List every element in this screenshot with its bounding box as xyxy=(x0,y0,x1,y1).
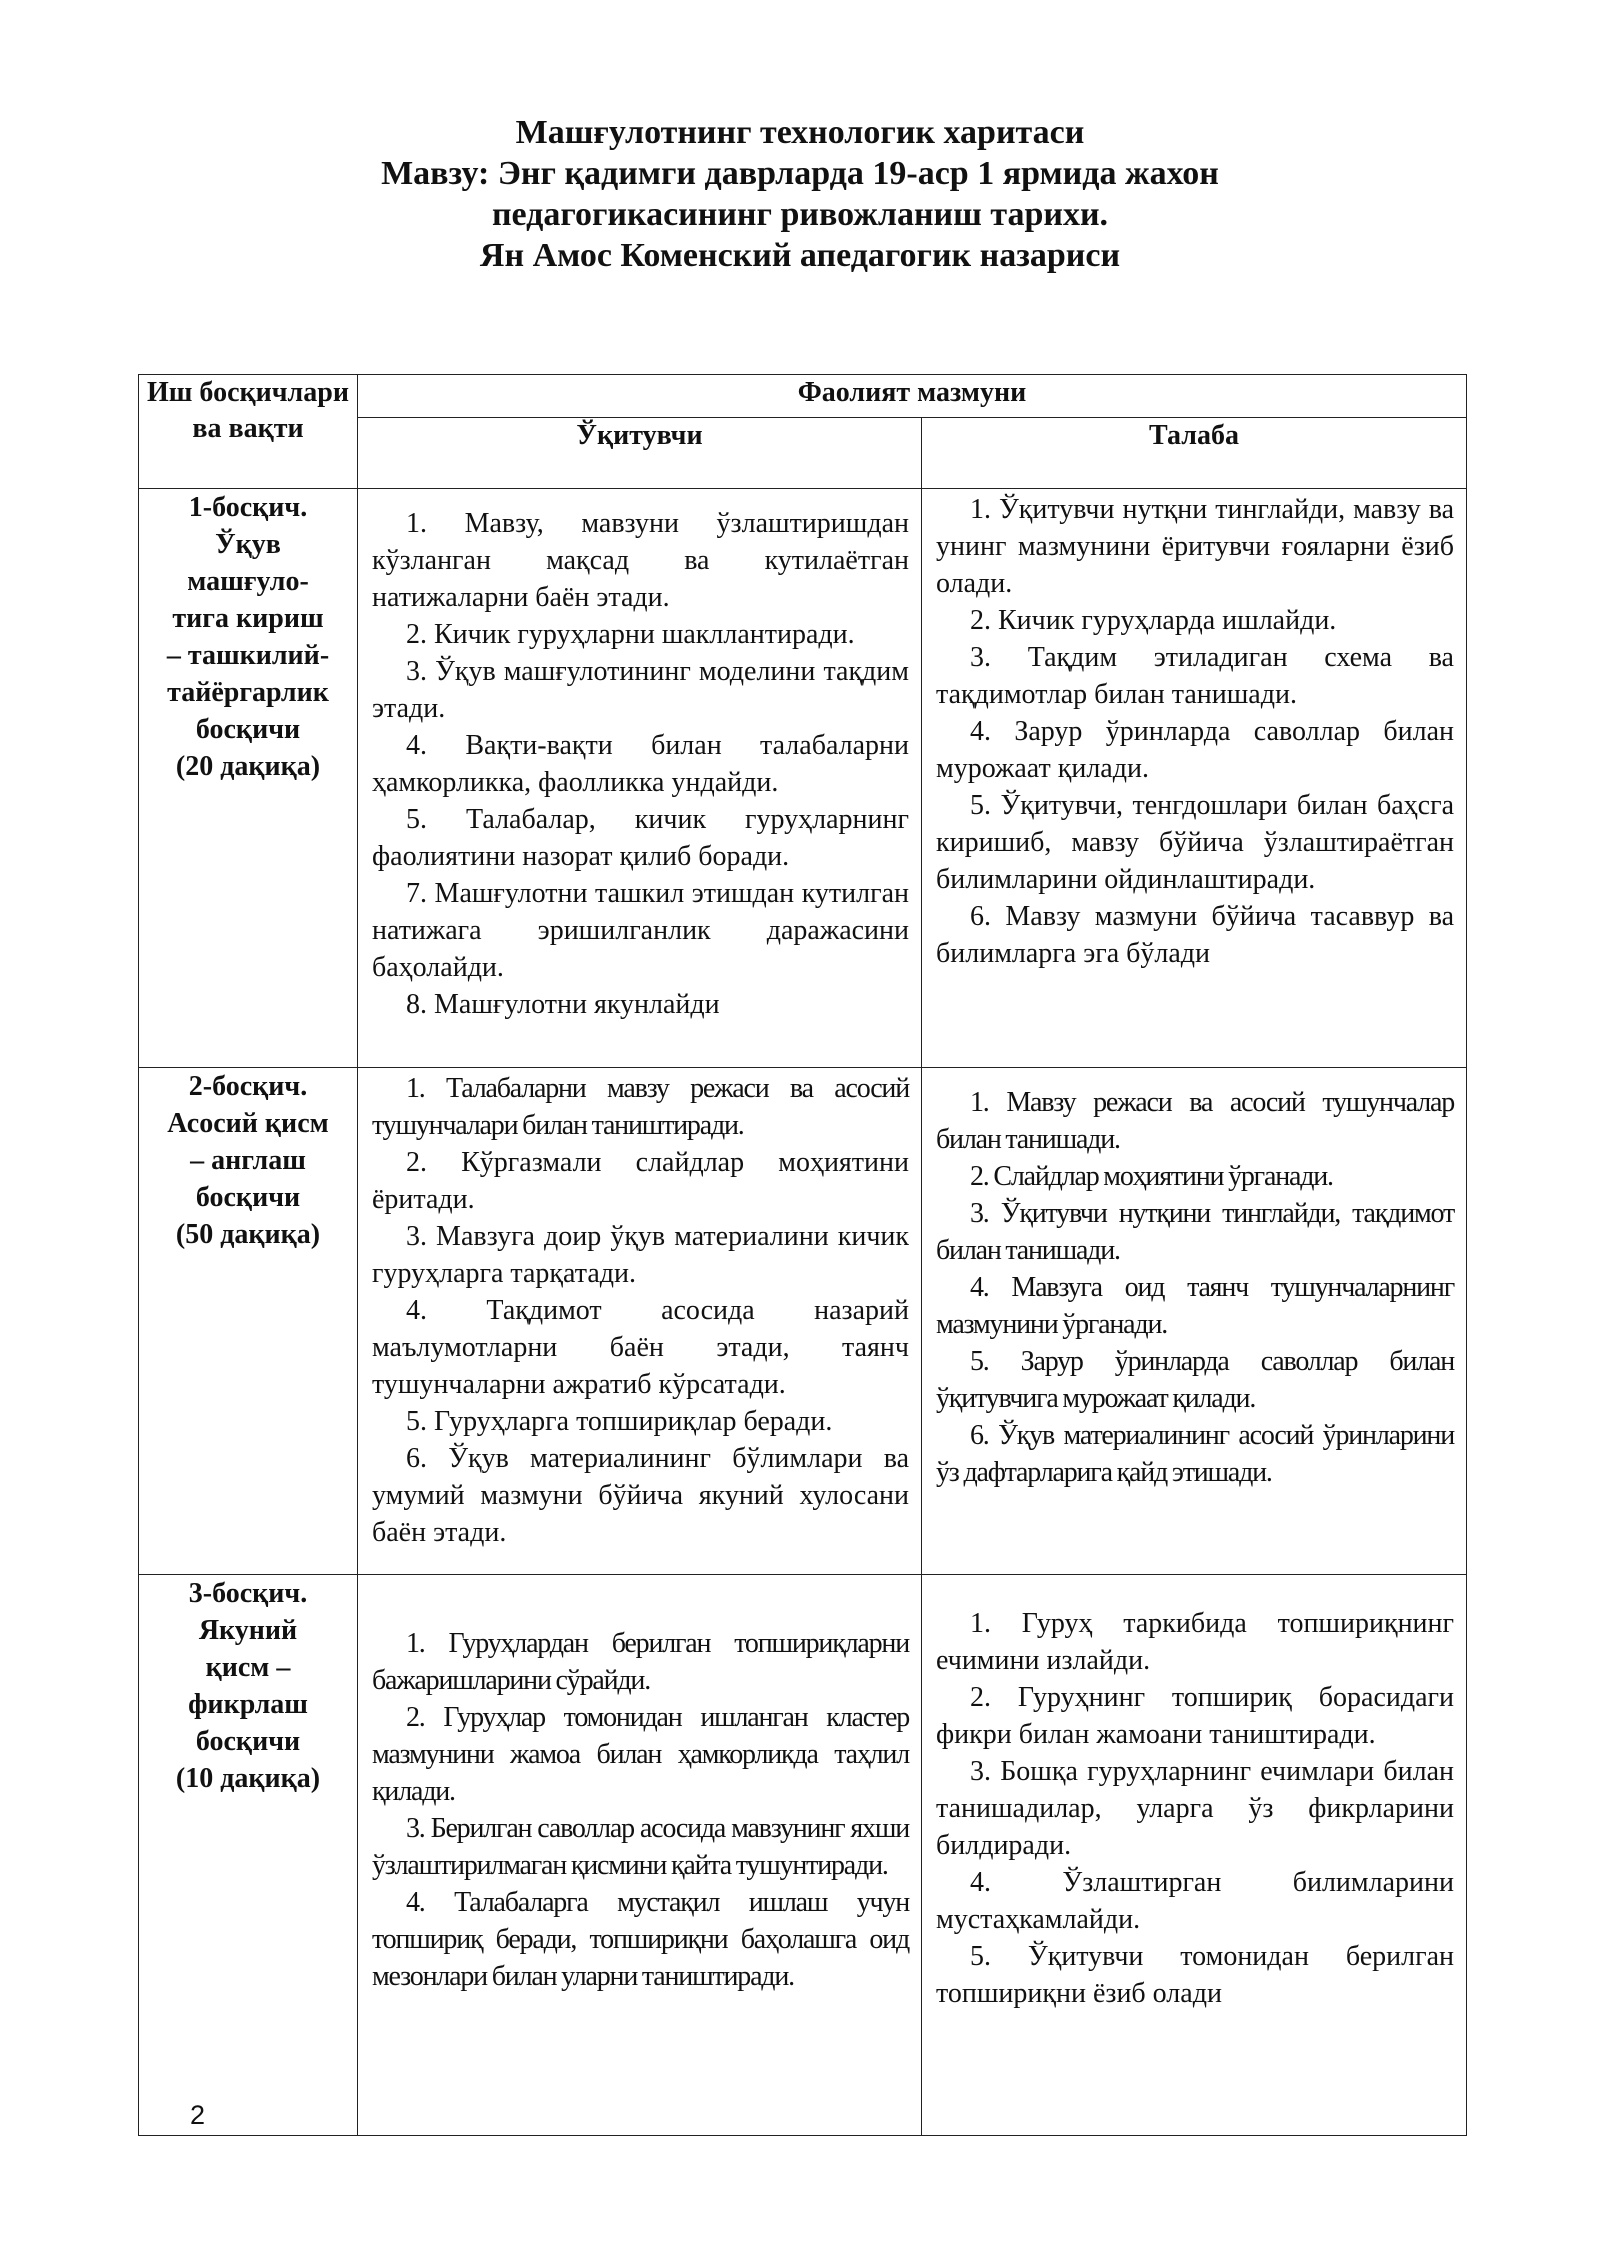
list-item: 1. Мавзу, мавзуни ўзлаштиришдан кўзланган мақсад ва кутилаётган натижаларни баён этади. xyxy=(372,508,909,613)
list-item: 3. Ўқитувчи нутқини тинглайди, тақдимот билан танишади. xyxy=(936,1198,1454,1266)
stage-cell xyxy=(139,1575,358,2136)
student-activity-cell xyxy=(922,489,1467,1068)
title-line-1: Машғулотнинг технологик харитаси xyxy=(515,114,1085,151)
table-row xyxy=(139,1575,1467,2136)
page-number: 2 xyxy=(190,2100,206,2130)
stage-line: – ташкилий- xyxy=(166,640,330,671)
teacher-column-header: Ўқитувчи xyxy=(358,418,922,489)
list-item: 3. Бошқа гуруҳларнинг ечимлари билан танишадилар, уларга ўз фикрларини билдиради. xyxy=(936,1756,1454,1861)
student-activity-cell xyxy=(922,1068,1467,1575)
list-item: 4. Талабаларга мустақил ишлаш учун топшириқ беради, топшириқни баҳолашга оид мезонлари билан уларни таништиради. xyxy=(372,1887,909,1992)
list-item: 7. Машғулотни ташкил этишдан кутилган натижага эришилганлик даражасини баҳолайди. xyxy=(372,878,909,983)
list-item: 6. Ўқув материалининг бўлимлари ва умумий мазмуни бўйича якуний хулосани баён этади. xyxy=(372,1443,909,1548)
title-line-4: Ян Амос Коменский апедагогик назариси xyxy=(479,237,1121,274)
stage-line: босқичи xyxy=(195,1182,301,1213)
list-item: 5. Ўқитувчи, тенгдошлари билан баҳсга киришиб, мавзу бўйича ўзлаштираётган билимларини ойдинлаштиради. xyxy=(936,790,1454,895)
list-item: 5. Зарур ўринларда саволлар билан ўқитувчига мурожаат қилади. xyxy=(936,1346,1454,1414)
list-item: 1. Гуруҳ таркибида топшириқнинг ечимини излайди. xyxy=(936,1608,1454,1676)
teacher-activity-cell xyxy=(358,1575,922,2136)
list-item: 6. Мавзу мазмуни бўйича тасаввур ва билимларга эга бўлади xyxy=(936,901,1454,969)
stage-line: Ўқув xyxy=(215,529,281,560)
list-item: 2. Гуруҳнинг топшириқ борасидаги фикри билан жамоани таништиради. xyxy=(936,1682,1454,1750)
stage-cell xyxy=(139,489,358,1068)
stage-line: (10 дақиқа) xyxy=(175,1763,321,1794)
activity-header: Фаолият мазмуни xyxy=(358,375,1467,418)
list-item: 3. Тақдим этиладиган схема ва тақдимотлар билан танишади. xyxy=(936,642,1454,710)
stage-line: Асосий қисм xyxy=(167,1108,329,1139)
teacher-activity-cell xyxy=(358,489,922,1068)
list-item: 2. Кўргазмали слайдлар моҳиятини ёритади. xyxy=(372,1147,909,1215)
list-item: 1. Мавзу режаси ва асосий тушунчалар билан танишади. xyxy=(936,1087,1454,1155)
stage-line: (20 дақиқа) xyxy=(175,751,321,782)
list-item: 3. Берилган саволлар асосида мавзунинг яхши ўзлаштирилмаган қисмини қайта тушунтиради. xyxy=(372,1813,909,1881)
stage-line: машғуло- xyxy=(187,566,309,597)
stage-line: 1-босқич. xyxy=(188,492,308,523)
list-item: 2. Кичик гуруҳларда ишлайди. xyxy=(970,605,1337,636)
list-item: 3. Ўқув машғулотининг моделини тақдим этади. xyxy=(372,656,909,724)
stage-line: – англаш xyxy=(190,1145,306,1176)
stage-line: босқичи xyxy=(195,1726,301,1757)
stage-line: Якуний xyxy=(198,1615,298,1646)
list-item: 8. Машғулотни якунлайди xyxy=(406,989,720,1020)
title-line-3: педагогикасининг ривожланиш тарихи. xyxy=(491,196,1109,233)
list-item: 3. Мавзуга доир ўқув материалини кичик гуруҳларга тарқатади. xyxy=(372,1221,909,1289)
list-item: 4. Вақти-вақти билан талабаларни ҳамкорликка, фаолликка ундайди. xyxy=(372,730,909,798)
document-title xyxy=(0,112,1600,276)
stage-column-header: Иш босқичлари ва вақти xyxy=(139,375,358,489)
technology-map-table xyxy=(138,374,1467,2136)
table-row xyxy=(139,1068,1467,1575)
list-item: 5. Талабалар, кичик гуруҳларнинг фаолиятини назорат қилиб боради. xyxy=(372,804,909,872)
teacher-activity-cell xyxy=(358,1068,922,1575)
stage-line: 3-босқич. xyxy=(188,1578,308,1609)
stage-line: босқичи xyxy=(195,714,301,745)
list-item: 5. Ўқитувчи томонидан берилган топшириқни ёзиб олади xyxy=(936,1941,1454,2009)
stage-line: 2-босқич. xyxy=(188,1071,308,1102)
stage-line: фикрлаш xyxy=(188,1689,308,1720)
list-item: 6. Ўқув материалининг асосий ўринларини ўз дафтарларига қайд этишади. xyxy=(936,1420,1454,1488)
table-row xyxy=(139,489,1467,1068)
list-item: 1. Гуруҳлардан берилган топшириқларни бажаришларини сўрайди. xyxy=(372,1628,909,1696)
list-item: 4. Зарур ўринларда саволлар билан мурожаат қилади. xyxy=(936,716,1454,784)
table-header-row xyxy=(139,375,1467,418)
list-item: 4. Мавзуга оид таянч тушунчаларнинг мазмунини ўрганади. xyxy=(936,1272,1454,1340)
stage-cell xyxy=(139,1068,358,1575)
student-column-header: Талаба xyxy=(922,418,1467,489)
student-activity-cell xyxy=(922,1575,1467,2136)
stage-line: (50 дақиқа) xyxy=(175,1219,321,1250)
list-item: 2. Гуруҳлар томонидан ишланган кластер мазмунини жамоа билан ҳамкорликда таҳлил қилади. xyxy=(372,1702,909,1807)
stage-line: қисм – xyxy=(205,1652,291,1683)
list-item: 5. Гуруҳларга топшириқлар беради. xyxy=(406,1406,833,1437)
stage-line: тига кириш xyxy=(172,603,324,634)
list-item: 2. Кичик гуруҳларни шакллантиради. xyxy=(406,619,855,650)
list-item: 2. Слайдлар моҳиятини ўрганади. xyxy=(970,1161,1333,1192)
title-line-2: Мавзу: Энг қадимги даврларда 19-аср 1 ярмида жахон xyxy=(381,155,1219,192)
list-item: 1. Ўқитувчи нутқни тинглайди, мавзу ва унинг мазмунини ёритувчи ғояларни ёзиб олади. xyxy=(936,494,1454,599)
stage-line: тайёргарлик xyxy=(167,677,329,708)
list-item: 4. Тақдимот асосида назарий маълумотларни баён этади, таянч тушунчаларни ажратиб кўрсатади. xyxy=(372,1295,909,1400)
list-item: 1. Талабаларни мавзу режаси ва асосий тушунчалари билан таништиради. xyxy=(372,1073,909,1141)
list-item: 4. Ўзлаштирган билимларини мустаҳкамлайди. xyxy=(936,1867,1454,1935)
